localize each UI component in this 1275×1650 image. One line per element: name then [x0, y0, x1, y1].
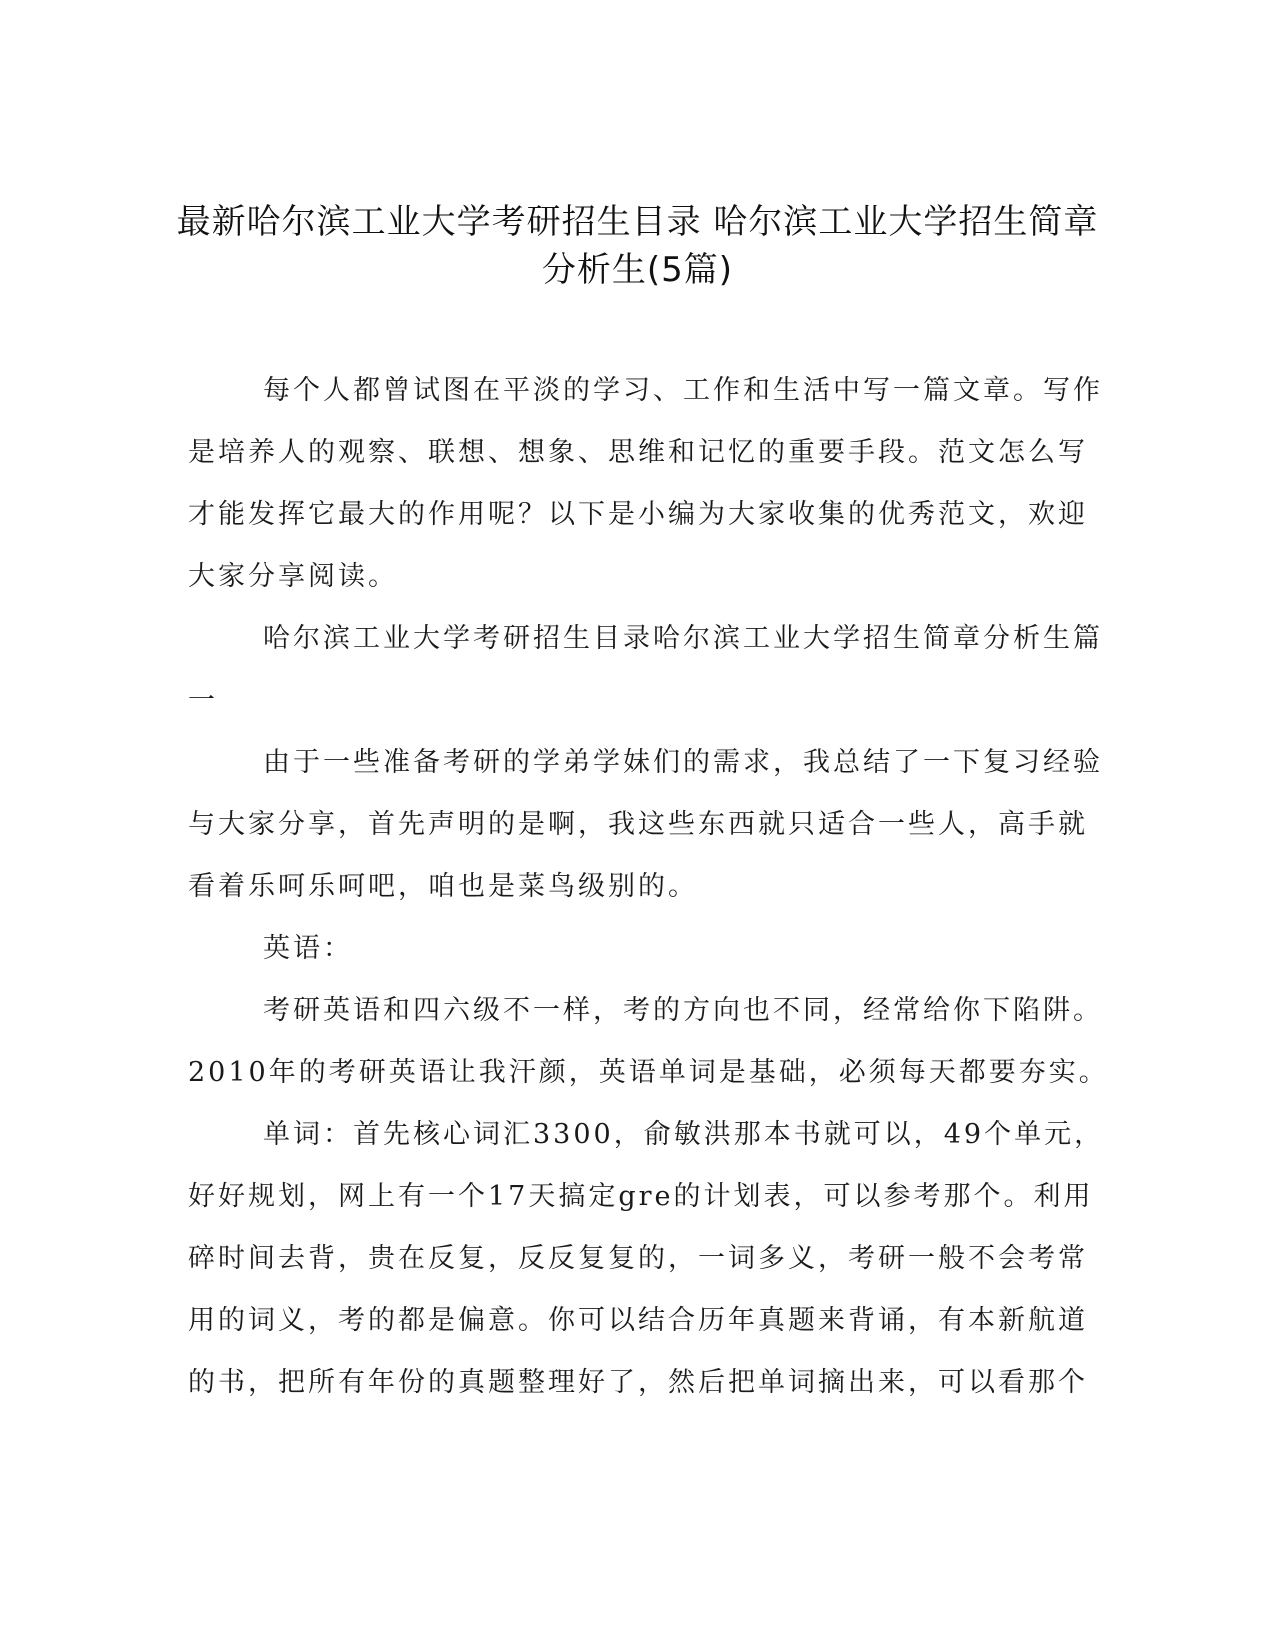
paragraph-line: 单词：首先核心词汇3300，俞敏洪那本书就可以，49个单元， [263, 1119, 1105, 1150]
section-heading-line: 哈尔滨工业大学考研招生目录哈尔滨工业大学招生简章分析生篇 [263, 623, 1103, 654]
paragraph-line: 是培养人的观察、联想、想象、思维和记忆的重要手段。范文怎么写 [188, 437, 1088, 468]
paragraph-line: 才能发挥它最大的作用呢？以下是小编为大家收集的优秀范文，欢迎 [188, 499, 1088, 530]
subheading-line: 英语： [263, 933, 353, 964]
document-body [188, 360, 1109, 1414]
paragraph-line: 看着乐呵乐呵吧，咱也是菜鸟级别的。 [188, 871, 698, 902]
section-heading-line: 一 [188, 685, 218, 716]
title-line-2: 分析生(5篇) [541, 250, 734, 290]
paragraph-line: 每个人都曾试图在平淡的学习、工作和生活中写一篇文章。写作 [263, 375, 1103, 406]
paragraph-line: 好好规划，网上有一个17天搞定gre的计划表，可以参考那个。利用 [188, 1181, 1094, 1212]
paragraph-line: 与大家分享，首先声明的是啊，我这些东西就只适合一些人，高手就 [188, 809, 1088, 840]
paragraph-line: 碎时间去背，贵在反复，反反复复的，一词多义，考研一般不会考常 [188, 1243, 1088, 1274]
paragraph-line: 由于一些准备考研的学弟学妹们的需求，我总结了一下复习经验 [263, 747, 1103, 778]
paragraph-line: 考研英语和四六级不一样，考的方向也不同，经常给你下陷阱。 [263, 995, 1103, 1026]
title-line-1: 最新哈尔滨工业大学考研招生目录 哈尔滨工业大学招生简章 [176, 202, 1099, 242]
paragraph-line: 用的词义，考的都是偏意。你可以结合历年真题来背诵，有本新航道 [188, 1305, 1088, 1336]
paragraph-line: 2010年的考研英语让我汗颜，英语单词是基础，必须每天都要夯实。 [188, 1057, 1109, 1088]
paragraph-line: 的书，把所有年份的真题整理好了，然后把单词摘出来，可以看那个 [188, 1367, 1088, 1398]
paragraph-line: 大家分享阅读。 [188, 561, 398, 592]
document-title [160, 198, 1115, 294]
